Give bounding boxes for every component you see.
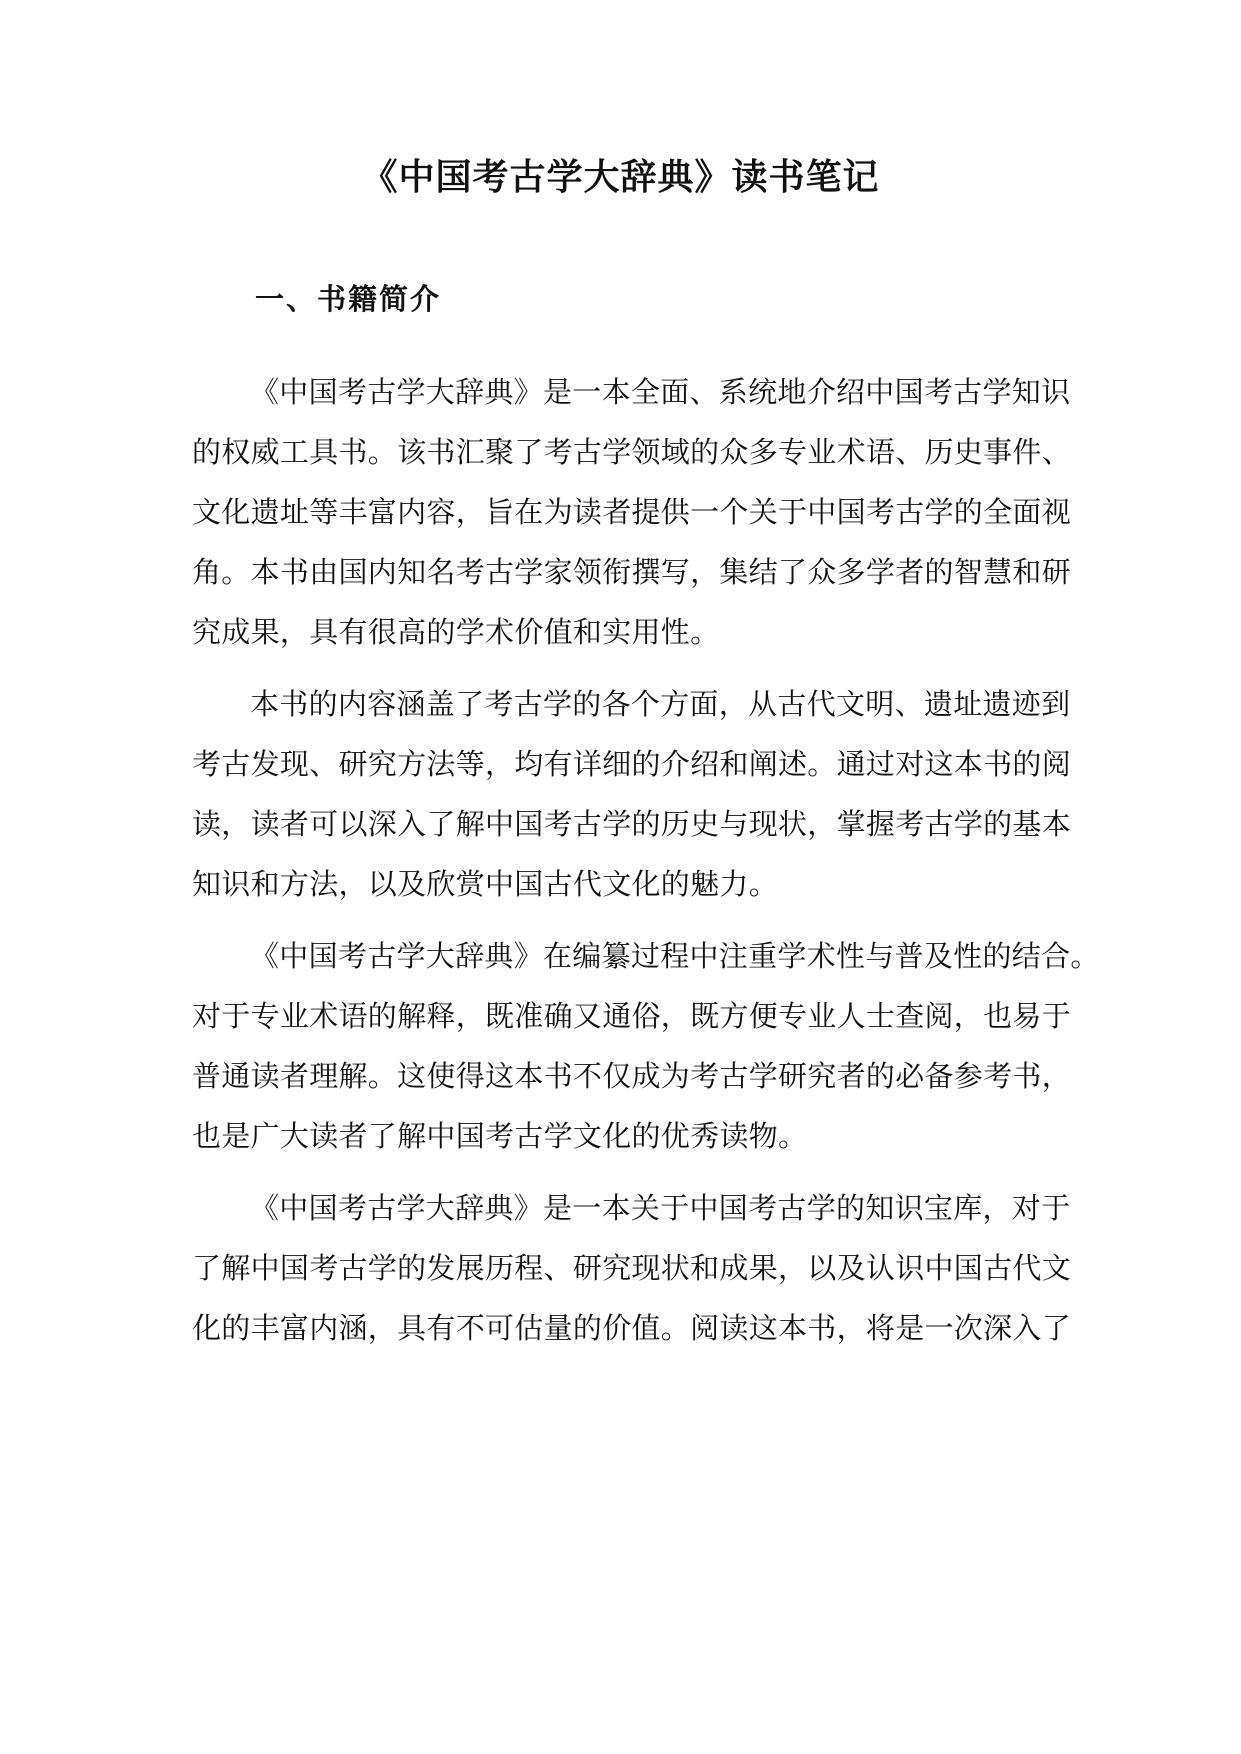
paragraph-line: 化的丰富内涵，具有不可估量的价值。阅读这本书，将是一次深入了 <box>192 1311 1072 1345</box>
paragraph-3 <box>192 926 1100 1166</box>
paragraph-line: 《中国考古学大辞典》是一本关于中国考古学的知识宝库，对于 <box>250 1191 1071 1225</box>
paragraph-line: 知识和方法，以及欣赏中国古代文化的魅力。 <box>192 867 779 901</box>
paragraph-line: 角。本书由国内知名考古学家领衔撰写，集结了众多学者的智慧和研 <box>192 555 1072 589</box>
paragraph-4 <box>192 1178 1072 1358</box>
document-title: 《中国考古学大辞典》读书笔记 <box>361 157 880 198</box>
paragraph-line: 读，读者可以深入了解中国考古学的历史与现状，掌握考古学的基本 <box>192 807 1072 841</box>
paragraph-line: 《中国考古学大辞典》在编纂过程中注重学术性与普及性的结合。 <box>250 939 1100 973</box>
paragraph-1 <box>192 362 1072 662</box>
paragraph-line: 文化遗址等丰富内容，旨在为读者提供一个关于中国考古学的全面视 <box>192 495 1072 529</box>
paragraph-line: 也是广大读者了解中国考古学文化的优秀读物。 <box>192 1119 808 1153</box>
section-heading: 一、书籍简介 <box>255 282 442 316</box>
paragraph-line: 的权威工具书。该书汇聚了考古学领域的众多专业术语、历史事件、 <box>192 435 1072 469</box>
paragraph-2 <box>192 674 1072 914</box>
paragraph-line: 究成果，具有很高的学术价值和实用性。 <box>192 615 720 649</box>
body-text <box>192 362 1100 1358</box>
paragraph-line: 普通读者理解。这使得这本书不仅成为考古学研究者的必备参考书， <box>192 1059 1072 1093</box>
paragraph-line: 了解中国考古学的发展历程、研究现状和成果，以及认识中国古代文 <box>192 1251 1072 1285</box>
paragraph-line: 考古发现、研究方法等，均有详细的介绍和阐述。通过对这本书的阅 <box>192 747 1072 781</box>
paragraph-line: 《中国考古学大辞典》是一本全面、系统地介绍中国考古学知识 <box>250 375 1071 409</box>
paragraph-line: 本书的内容涵盖了考古学的各个方面，从古代文明、遗址遗迹到 <box>250 687 1071 721</box>
paragraph-line: 对于专业术语的解释，既准确又通俗，既方便专业人士查阅，也易于 <box>192 999 1072 1033</box>
